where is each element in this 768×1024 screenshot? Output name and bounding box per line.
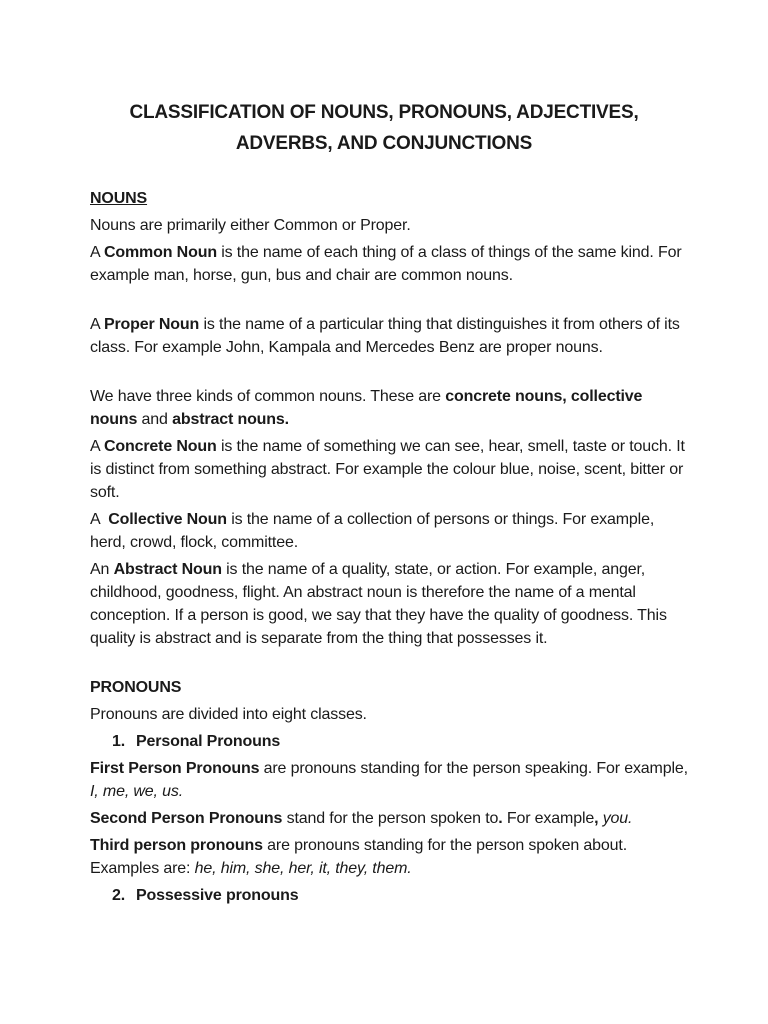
proper-noun-term: Proper Noun bbox=[103, 316, 200, 333]
common-noun-paragraph: A Common Noun is the name of each thing of a class of things of the same kind. For example man, horse, gun, bus and chair are common nouns. bbox=[90, 244, 682, 284]
title-line-1: CLASSIFICATION OF NOUNS, PRONOUNS, ADJECTIVES, bbox=[129, 102, 639, 123]
concrete-noun-term: Concrete Noun bbox=[103, 438, 217, 455]
collective-noun-term: Collective Noun bbox=[108, 511, 227, 528]
abstract-noun-term: Abstract Noun bbox=[113, 561, 222, 578]
nouns-heading: NOUNS bbox=[90, 190, 148, 207]
concrete-noun-paragraph: A Concrete Noun is the name of something we can see, hear, smell, taste or touch. It is distinct from something abstract. For example the colour blue, noise, scent, bitter or soft. bbox=[90, 438, 685, 501]
common-noun-term: Common Noun bbox=[103, 244, 217, 261]
document-title bbox=[0, 97, 768, 159]
second-person-paragraph: Second Person Pronouns stand for the person spoken to. For example, you. bbox=[90, 810, 633, 827]
list-item-personal-pronouns: 1. Personal Pronouns bbox=[112, 733, 281, 750]
first-person-term: First Person Pronouns bbox=[90, 760, 260, 777]
common-noun-kinds-paragraph: We have three kinds of common nouns. These are concrete nouns, collective nouns and abstract nouns. bbox=[90, 388, 643, 428]
third-person-paragraph: Third person pronouns are pronouns standing for the person spoken about. Examples are: he, him, she, her, it, they, them. bbox=[90, 837, 628, 877]
third-person-term: Third person pronouns bbox=[90, 837, 263, 854]
collective-noun-paragraph: A Collective Noun is the name of a collection of persons or things. For example, herd, crowd, flock, committee. bbox=[90, 511, 659, 551]
title-line-2: ADVERBS, AND CONJUNCTIONS bbox=[235, 133, 533, 154]
first-person-paragraph: First Person Pronouns are pronouns standing for the person speaking. For example, I, me, we, us. bbox=[90, 760, 688, 800]
pronouns-heading: PRONOUNS bbox=[90, 679, 182, 696]
second-person-term: Second Person Pronouns bbox=[90, 810, 283, 827]
abstract-noun-paragraph: An Abstract Noun is the name of a quality, state, or action. For example, anger, childhood, goodness, flight. An abstract noun is therefore the name of a mental conception. If a person is good, we say that they have the quality of goodness. This quality is abstract and is separate from the thing that possesses it. bbox=[90, 561, 667, 647]
proper-noun-paragraph: A Proper Noun is the name of a particular thing that distinguishes it from others of its class. For example John, Kampala and Mercedes Benz are proper nouns. bbox=[90, 316, 680, 356]
nouns-intro: Nouns are primarily either Common or Proper. bbox=[90, 217, 411, 234]
pronouns-intro: Pronouns are divided into eight classes. bbox=[90, 706, 367, 723]
document-body bbox=[90, 187, 690, 907]
list-item-possessive-pronouns: 2. Possessive pronouns bbox=[112, 887, 299, 904]
